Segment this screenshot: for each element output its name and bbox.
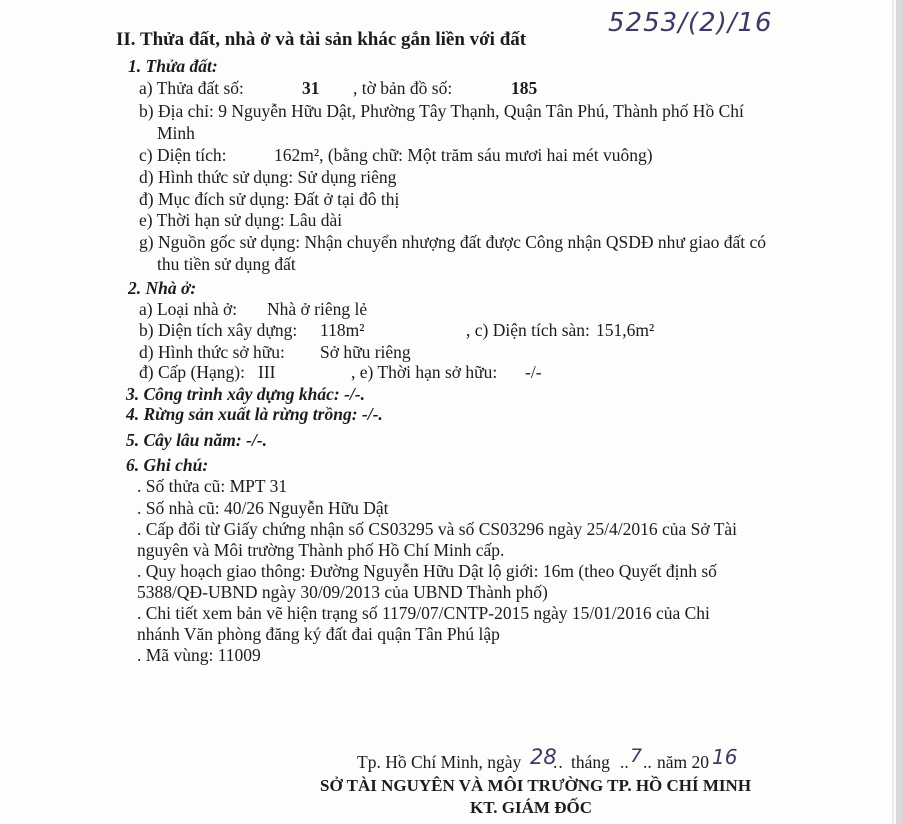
ownership-form-value: Sở hữu riêng bbox=[320, 342, 411, 362]
ownership-term-label: , e) Thời hạn sở hữu: bbox=[351, 362, 498, 382]
date-dots-2: .. bbox=[620, 752, 629, 772]
origin-line-1: g) Nguồn gốc sử dụng: Nhận chuyển nhượng đất được Công nhận QSDĐ như giao đất có bbox=[139, 232, 767, 252]
note-drawing-line-2: nhánh Văn phòng đăng ký đất đai quận Tân Phú lập bbox=[137, 624, 500, 644]
scan-edge-shadow bbox=[892, 0, 894, 824]
signer-role: KT. GIÁM ĐỐC bbox=[470, 798, 592, 817]
note-old-parcel: . Số thửa cũ: MPT 31 bbox=[137, 476, 288, 496]
note-planning-line-2: 5388/QĐ-UBND ngày 30/09/2013 của UBND Thành phố) bbox=[137, 582, 548, 602]
area-label: c) Diện tích: bbox=[139, 145, 227, 165]
grade-label: đ) Cấp (Hạng): bbox=[139, 362, 245, 382]
date-day: 28 bbox=[530, 745, 557, 769]
map-sheet-value: 185 bbox=[511, 78, 538, 98]
building-area-label: b) Diện tích xây dựng: bbox=[139, 320, 298, 340]
use-term: e) Thời hạn sử dụng: Lâu dài bbox=[139, 210, 343, 230]
floor-area-label: , c) Diện tích sàn: bbox=[466, 320, 590, 340]
parcel-number-value: 31 bbox=[302, 78, 320, 98]
note-reissue-line-1: . Cấp đổi từ Giấy chứng nhận số CS03295 và số CS03296 ngày 25/4/2016 của Sở Tài bbox=[137, 519, 738, 539]
note-drawing-line-1: . Chi tiết xem bản vẽ hiện trạng số 1179/07/CNTP-2015 ngày 15/01/2016 của Chi bbox=[137, 603, 710, 623]
use-purpose: đ) Mục đích sử dụng: Đất ở tại đô thị bbox=[139, 189, 400, 209]
date-month-label: tháng bbox=[571, 752, 610, 772]
origin-line-2: thu tiền sử dụng đất bbox=[157, 254, 296, 274]
date-dots-1: .. bbox=[553, 752, 564, 772]
notes-heading: 6. Ghi chú: bbox=[126, 455, 209, 475]
address-line-1: b) Địa chỉ: 9 Nguyễn Hữu Dật, Phường Tây Thạnh, Quận Tân Phú, Thành phố Hồ Chí bbox=[139, 101, 744, 121]
issuing-agency: SỞ TÀI NGUYÊN VÀ MÔI TRƯỜNG TP. HỒ CHÍ MINH bbox=[320, 776, 752, 795]
production-forest: 4. Rừng sản xuất là rừng trồng: -/-. bbox=[126, 404, 383, 424]
scan-edge bbox=[896, 0, 903, 824]
other-construction: 3. Công trình xây dựng khác: -/-. bbox=[126, 384, 365, 404]
house-heading: 2. Nhà ở: bbox=[128, 278, 197, 298]
area-value: 162m², (bằng chữ: Một trăm sáu mươi hai mét vuông) bbox=[274, 145, 653, 165]
land-heading: 1. Thửa đất: bbox=[128, 56, 218, 76]
date-month: 7 bbox=[630, 745, 643, 767]
date-dots-3: .. bbox=[643, 752, 652, 772]
address-line-2: Minh bbox=[157, 123, 195, 143]
section-title: II. Thửa đất, nhà ở và tài sản khác gắn liền với đất bbox=[116, 29, 527, 50]
house-type-value: Nhà ở riêng lẻ bbox=[267, 299, 368, 319]
note-old-house-number: . Số nhà cũ: 40/26 Nguyễn Hữu Dật bbox=[137, 498, 389, 518]
handwritten-record-number: 5253/(2)/16 bbox=[608, 8, 773, 38]
grade-value: III bbox=[258, 362, 276, 382]
house-type-label: a) Loại nhà ở: bbox=[139, 299, 238, 319]
parcel-number-label: a) Thửa đất số: bbox=[139, 78, 244, 98]
floor-area-value: 151,6m² bbox=[596, 320, 655, 340]
use-form: d) Hình thức sử dụng: Sử dụng riêng bbox=[139, 167, 397, 187]
note-reissue-line-2: nguyên và Môi trường Thành phố Hồ Chí Minh cấp. bbox=[137, 540, 505, 560]
date-year: 16 bbox=[712, 745, 738, 769]
note-planning-line-1: . Quy hoạch giao thông: Đường Nguyễn Hữu Dật lộ giới: 16m (theo Quyết định số bbox=[137, 561, 717, 581]
map-sheet-label: , tờ bản đồ số: bbox=[353, 78, 453, 98]
date-year-label: năm 20 bbox=[657, 752, 710, 772]
ownership-term-value: -/- bbox=[525, 362, 542, 382]
perennial-trees: 5. Cây lâu năm: -/-. bbox=[126, 430, 267, 450]
ownership-form-label: d) Hình thức sở hữu: bbox=[139, 342, 285, 362]
date-place: Tp. Hồ Chí Minh, ngày bbox=[357, 752, 522, 772]
building-area-value: 118m² bbox=[320, 320, 365, 340]
note-area-code: . Mã vùng: 11009 bbox=[137, 645, 261, 665]
